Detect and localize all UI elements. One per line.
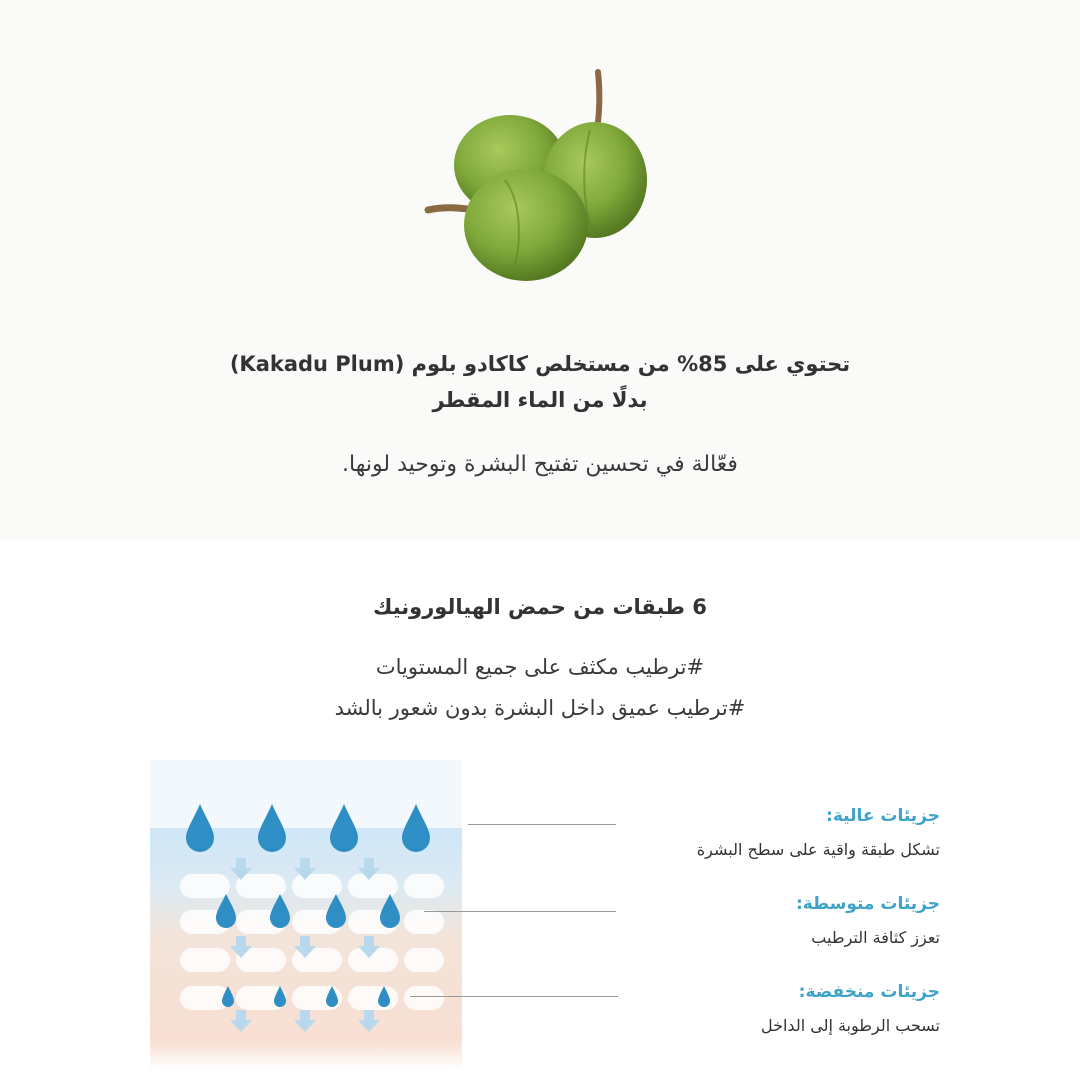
kakadu-plum-illustration [410, 60, 670, 290]
product-subtitle: فعّالة في تحسين تفتيح البشرة وتوحيد لونها. [342, 452, 738, 477]
layer-low-description: تسحب الرطوبة إلى الداخل [760, 1016, 940, 1035]
layer-low-title: جزيئات منخفضة: [798, 982, 940, 1002]
hashtag-1: #ترطيب مكثف على جميع المستويات [375, 655, 705, 679]
hashtag-2: #ترطيب عميق داخل البشرة بدون شعور بالشد [334, 696, 746, 720]
hyaluronic-title: 6 طبقات من حمض الهيالورونيك [373, 595, 707, 619]
leader-line-low [410, 996, 618, 997]
skin-layers-diagram [150, 760, 462, 1070]
layer-high-description: تشكل طبقة واقية على سطح البشرة [696, 840, 940, 859]
layer-medium-description: تعزز كثافة الترطيب [811, 928, 940, 947]
layer-high-title: جزيئات عالية: [826, 806, 940, 826]
leader-line-high [468, 824, 616, 825]
product-headline-line1: تحتوي على 85% من مستخلص كاكادو بلوم (Kakadu Plum) [229, 352, 851, 376]
product-headline-line2: بدلًا من الماء المقطر [432, 388, 648, 412]
layer-medium-title: جزيئات متوسطة: [795, 894, 940, 914]
leader-line-medium [424, 911, 616, 912]
